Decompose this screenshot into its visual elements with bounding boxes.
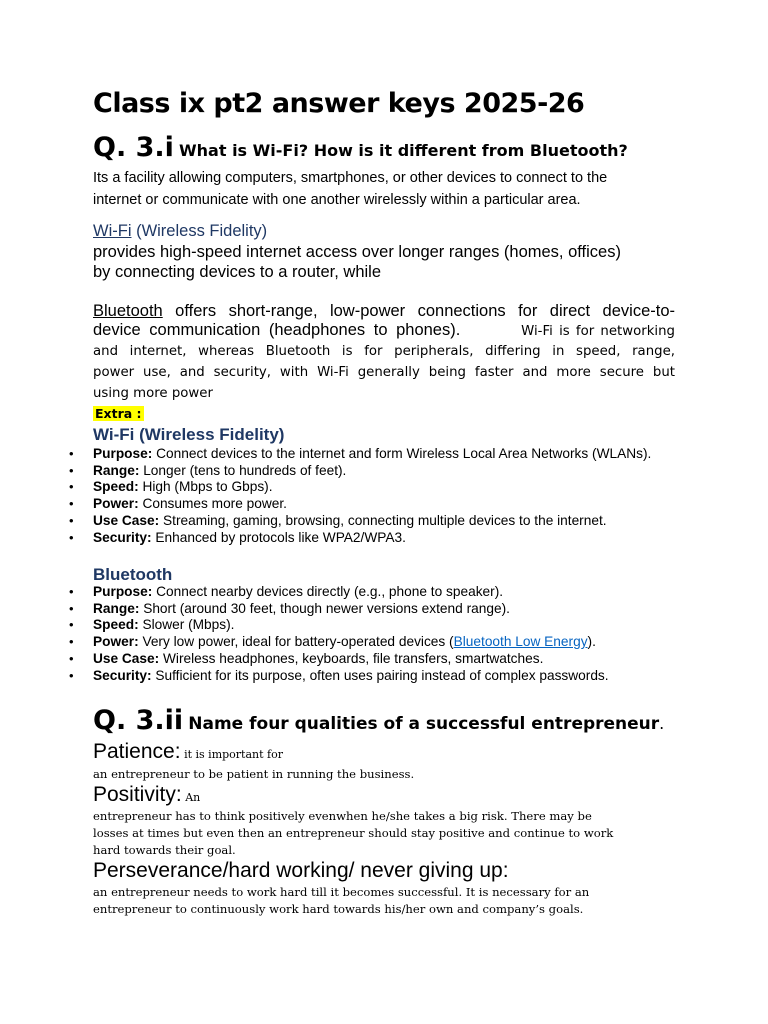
page-title: Class ix pt2 answer keys 2025-26 [93, 88, 585, 119]
quality-positivity-line-1: entrepreneur has to think positively evenwhen he/she takes a big risk. There may be [93, 809, 592, 823]
list-item: • Security: Sufficient for its purpose, often uses pairing instead of complex passwords. [69, 668, 675, 685]
comparison-line-1: and internet, whereas Bluetooth is for peripherals, differing in speed, range, [93, 344, 675, 359]
list-item: • Power: Very low power, ideal for battery-operated devices (Bluetooth Low Energy). [69, 634, 675, 651]
list-item: • Use Case: Wireless headphones, keyboards, file transfers, smartwatches. [69, 651, 675, 668]
wifi-definition-heading [93, 222, 267, 241]
question-text: Name four qualities of a successful entrepreneur [188, 714, 660, 734]
quality-perseverance-line-2: entrepreneur to continuously work hard towards his/her own and company’s goals. [93, 902, 584, 916]
bluetooth-section-heading: Bluetooth [93, 565, 173, 584]
comparison-line-3: using more power [93, 386, 213, 401]
list-item: • Power: Consumes more power. [69, 496, 675, 513]
quality-positivity-heading: Positivity: An [93, 783, 201, 806]
list-item: • Security: Enhanced by protocols like WPA2/WPA3. [69, 530, 675, 547]
quality-positivity-line-2: losses at times but even then an entrepreneur should stay positive and continue to work [93, 826, 614, 840]
list-item: • Speed: High (Mbps to Gbps). [69, 479, 675, 496]
bluetooth-low-energy-link[interactable]: Bluetooth Low Energy [453, 634, 588, 650]
quality-perseverance-heading: Perseverance/hard working/ never giving up: [93, 859, 509, 882]
list-item: • Use Case: Streaming, gaming, browsing, connecting multiple devices to the internet. [69, 513, 675, 530]
quality-patience-text: an entrepreneur to be patient in running the business. [93, 767, 415, 781]
list-item: • Purpose: Connect devices to the internet and form Wireless Local Area Networks (WLANs). [69, 446, 675, 463]
bluetooth-line-1: Bluetooth offers short-range, low-power connections for direct device-to- [93, 302, 675, 320]
list-item: • Range: Longer (tens to hundreds of feet). [69, 463, 675, 480]
bluetooth-line-2: device communication (headphones to phones). Wi-Fi is for networking [93, 321, 675, 339]
list-item: • Range: Short (around 30 feet, though newer versions extend range). [69, 601, 675, 618]
question-text: What is Wi-Fi? How is it different from Bluetooth? [179, 141, 628, 160]
question-3i-heading [93, 132, 628, 163]
wifi-full-name: (Wireless Fidelity) [131, 222, 268, 240]
extra-highlight-label: Extra : [95, 406, 142, 421]
question-3ii-heading: Q. 3.ii Name four qualities of a successful entrepreneur. [93, 705, 665, 736]
wifi-section-heading: Wi-Fi (Wireless Fidelity) [93, 425, 285, 444]
list-item: • Purpose: Connect nearby devices directly (e.g., phone to speaker). [69, 584, 675, 601]
quality-patience-heading: Patience: it is important for [93, 740, 283, 763]
intro-line-2: internet or communicate with one another wirelessly within a particular area. [93, 192, 581, 208]
bluetooth-feature-list [69, 584, 675, 684]
wifi-desc-line-2: by connecting devices to a router, while [93, 263, 382, 281]
wifi-feature-list [69, 446, 675, 546]
question-number: Q. 3.ii [93, 705, 184, 736]
quality-perseverance-line-1: an entrepreneur needs to work hard till it becomes successful. It is necessary for an [93, 885, 590, 899]
question-number: Q. 3.i [93, 132, 174, 163]
wifi-desc-line-1: provides high-speed internet access over longer ranges (homes, offices) [93, 243, 621, 261]
comparison-line-2: power use, and security, with Wi-Fi generally being faster and more secure but [93, 365, 675, 380]
intro-line-1: Its a facility allowing computers, smartphones, or other devices to connect to the [93, 170, 608, 186]
wifi-link[interactable]: Wi-Fi [93, 222, 132, 240]
quality-positivity-line-3: hard towards their goal. [93, 843, 236, 857]
bluetooth-link[interactable]: Bluetooth [93, 302, 163, 320]
list-item: • Speed: Slower (Mbps). [69, 617, 675, 634]
